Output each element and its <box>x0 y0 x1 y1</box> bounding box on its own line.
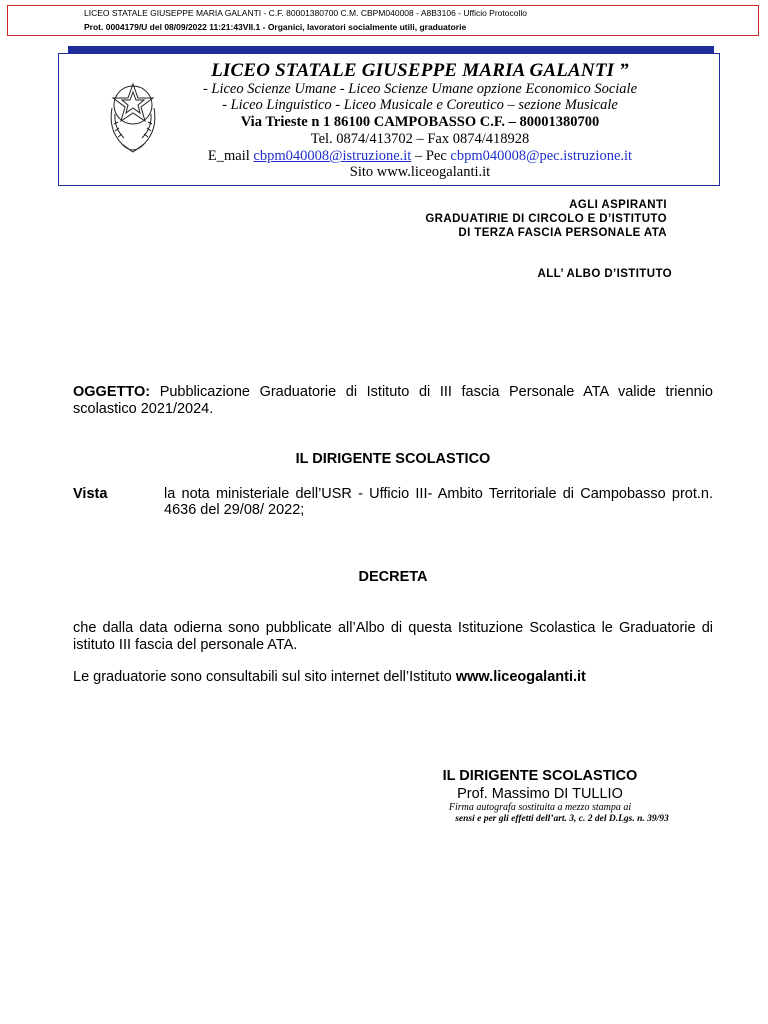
pec-label: – Pec <box>414 148 447 164</box>
school-address: Via Trieste n 1 86100 CAMPOBASSO C.F. – 80001380700 <box>240 114 600 130</box>
signature-note-2: sensi e per gli effetti dell’art. 3, c. 2 del D.Lgs. n. 39/93 <box>455 814 669 824</box>
school-website: Sito www.liceogalanti.it <box>349 164 491 180</box>
decree-paragraph: che dalla data odierna sono pubblicate all’Albo di questa Istituzione Scolastica le Graduatorie di istituto III fascia del personale ATA. <box>73 620 713 653</box>
email-label: E_mail <box>207 148 250 164</box>
protocol-line-2: Prot. 0004179/U del 08/09/2022 11:21:43VII.1 - Organici, lavoratori socialmente utili, graduatorie <box>84 22 467 32</box>
recipient-line-3: DI TERZA FASCIA PERSONALE ATA <box>458 227 667 239</box>
school-courses-line-1: - Liceo Scienze Umane - Liceo Scienze Umane opzione Economico Sociale <box>202 81 638 97</box>
signature-name: Prof. Massimo DI TULLIO <box>457 786 623 802</box>
subject-label: OGGETTO: <box>73 384 151 400</box>
recipient-line-2: GRADUATIRIE DI CIRCOLO E D’ISTITUTO <box>425 213 667 225</box>
protocol-line-1: LICEO STATALE GIUSEPPE MARIA GALANTI - C.F. 80001380700 C.M. CBPM040008 - A8B3106 - Ufficio Protocollo <box>84 8 527 18</box>
school-email-line <box>120 148 720 165</box>
principal-heading: IL DIRIGENTE SCOLASTICO <box>295 451 491 467</box>
recipient-line-1: AGLI ASPIRANTI <box>569 199 667 211</box>
recipient-albo: ALL’ ALBO D’ISTITUTO <box>537 268 672 280</box>
website-paragraph <box>73 669 713 686</box>
pec-link[interactable]: cbpm040008@pec.istruzione.it <box>450 148 633 164</box>
decreta-heading: DECRETA <box>358 569 428 585</box>
school-name: LICEO STATALE GIUSEPPE MARIA GALANTI ” <box>211 60 629 81</box>
vista-label: Vista <box>73 486 108 502</box>
subject-paragraph <box>73 384 713 418</box>
website-link[interactable]: www.liceogalanti.it <box>455 669 586 685</box>
signature-note-1: Firma autografa sostituita a mezzo stampa ai <box>448 802 632 813</box>
subject-text: Pubblicazione Graduatorie di Istituto di III fascia Personale ATA valide triennio scolastico 2021/2024. <box>73 384 713 417</box>
school-phone-fax: Tel. 0874/413702 – Fax 0874/418928 <box>310 131 530 147</box>
school-courses-line-2: - Liceo Linguistico - Liceo Musicale e Coreutico – sezione Musicale <box>222 97 618 113</box>
vista-text: la nota ministeriale dell’USR - Ufficio III- Ambito Territoriale di Campobasso prot.n. 4636 del 29/08/ 2022; <box>164 486 713 518</box>
protocol-stamp <box>7 5 759 36</box>
website-text: Le graduatorie sono consultabili sul sito internet dell’Istituto <box>73 669 452 685</box>
email-link[interactable]: cbpm040008@istruzione.it <box>253 148 412 164</box>
signature-role: IL DIRIGENTE SCOLASTICO <box>442 768 638 784</box>
recipients-block <box>425 198 667 240</box>
